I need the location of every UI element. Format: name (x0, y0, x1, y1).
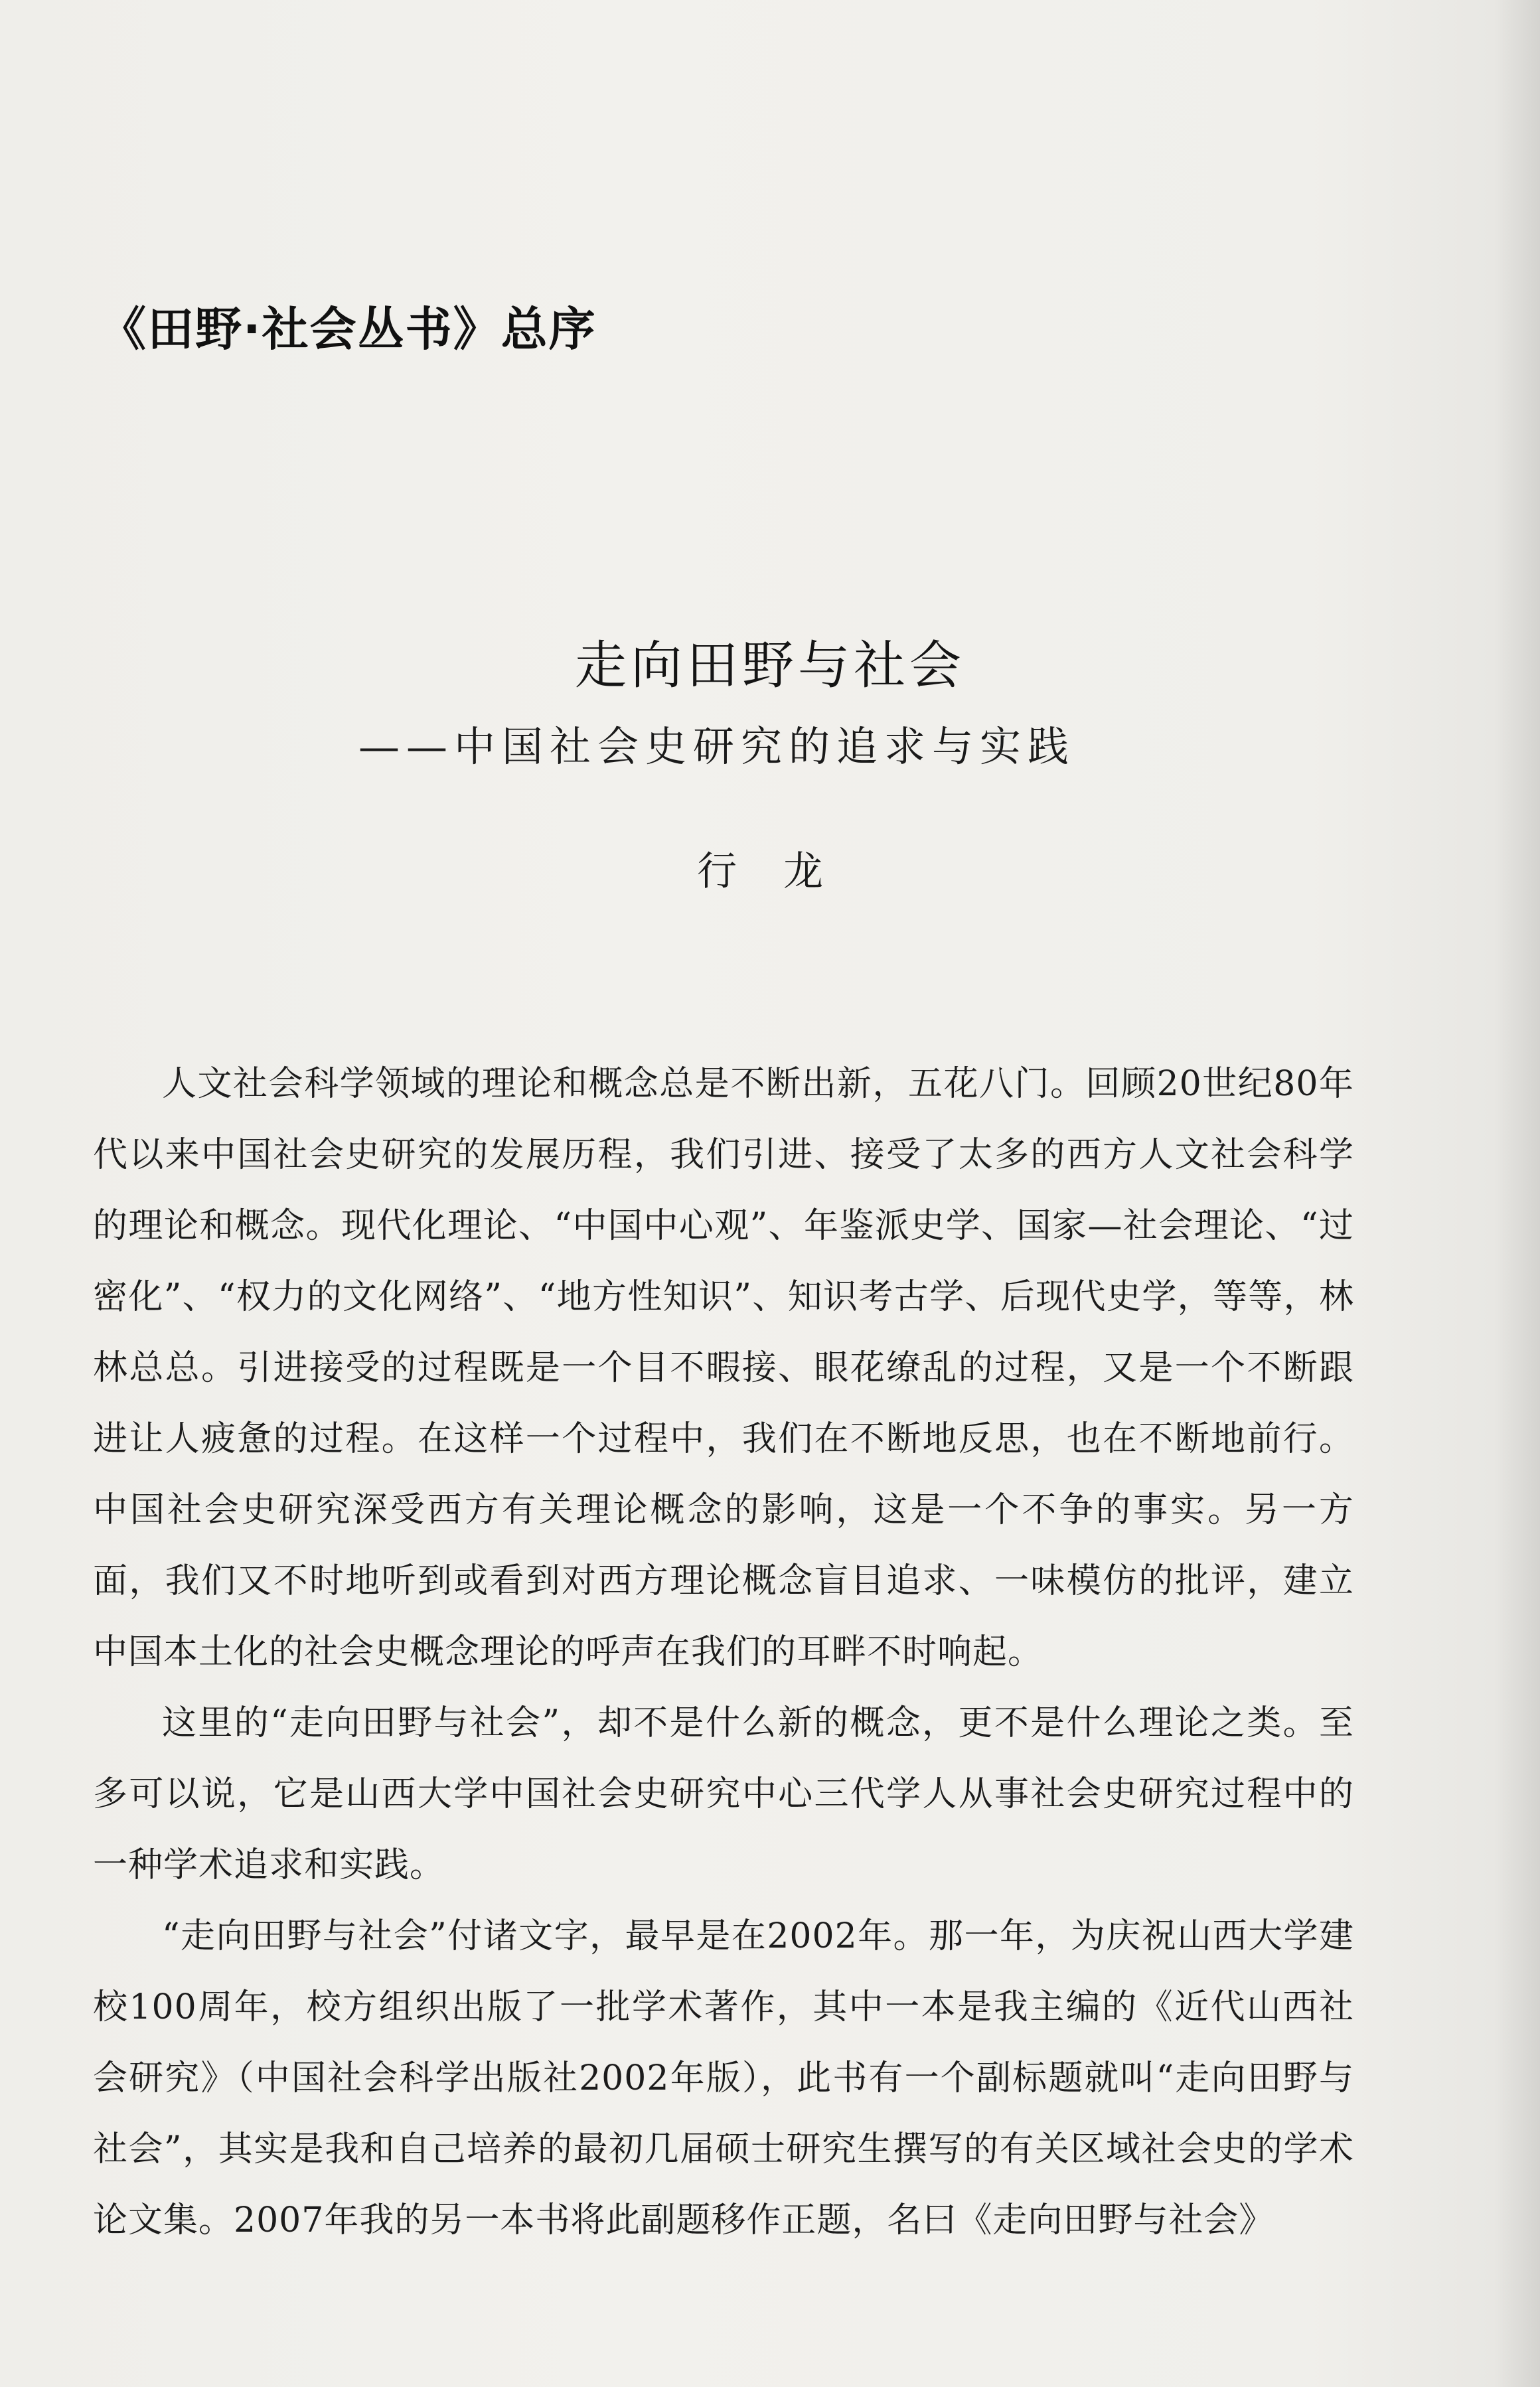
author-name: 行龙 (697, 848, 870, 895)
body-text (93, 1049, 1354, 2256)
paragraph: 这里的“走向田野与社会”，却不是什么新的概念，更不是什么理论之类。至多可以说，它是山西大学中国社会史研究中心三代学人从事社会史研究过程中的一种学术追求和实践。 (93, 1703, 1354, 1885)
paragraph: 人文社会科学领域的理论和概念总是不断出新，五花八门。回顾20世纪80年代以来中国社会史研究的发展历程，我们引进、接受了太多的西方人文社会科学的理论和概念。现代化理论、“中国中心观”、年鉴派史学、国家—社会理论、“过密化”、“权力的文化网络”、“地方性知识”、知识考古学、后现代史学，等等，林林总总。引进接受的过程既是一个目不暇接、眼花缭乱的过程，又是一个不断跟进让人疲惫的过程。在这样一个过程中，我们在不断地反思，也在不断地前行。中国社会史研究深受西方有关理论概念的影响，这是一个不争的事实。另一方面，我们又不时地听到或看到对西方理论概念盲目追求、一味模仿的批评，建立中国本土化的社会史概念理论的呼声在我们的耳畔不时响起。 (93, 1064, 1354, 1672)
article-title: 走向田野与社会 (574, 636, 965, 696)
series-title: 《田野·社会丛书》总序 (100, 302, 597, 356)
page-edge-shadow (1494, 0, 1540, 2387)
paragraph: “走向田野与社会”付诸文字，最早是在2002年。那一年，为庆祝山西大学建校100周年，校方组织出版了一批学术著作，其中一本是我主编的《近代山西社会研究》（中国社会科学出版社2002年版），此书有一个副标题就叫“走向田野与社会”，其实是我和自己培养的最初几届硕士研究生撰写的有关区域社会史的学术论文集。2007年我的另一本书将此副题移作正题，名曰《走向田野与社会》 (93, 1916, 1354, 2240)
article-subtitle: ——中国社会史研究的追求与实践 (358, 722, 1076, 771)
